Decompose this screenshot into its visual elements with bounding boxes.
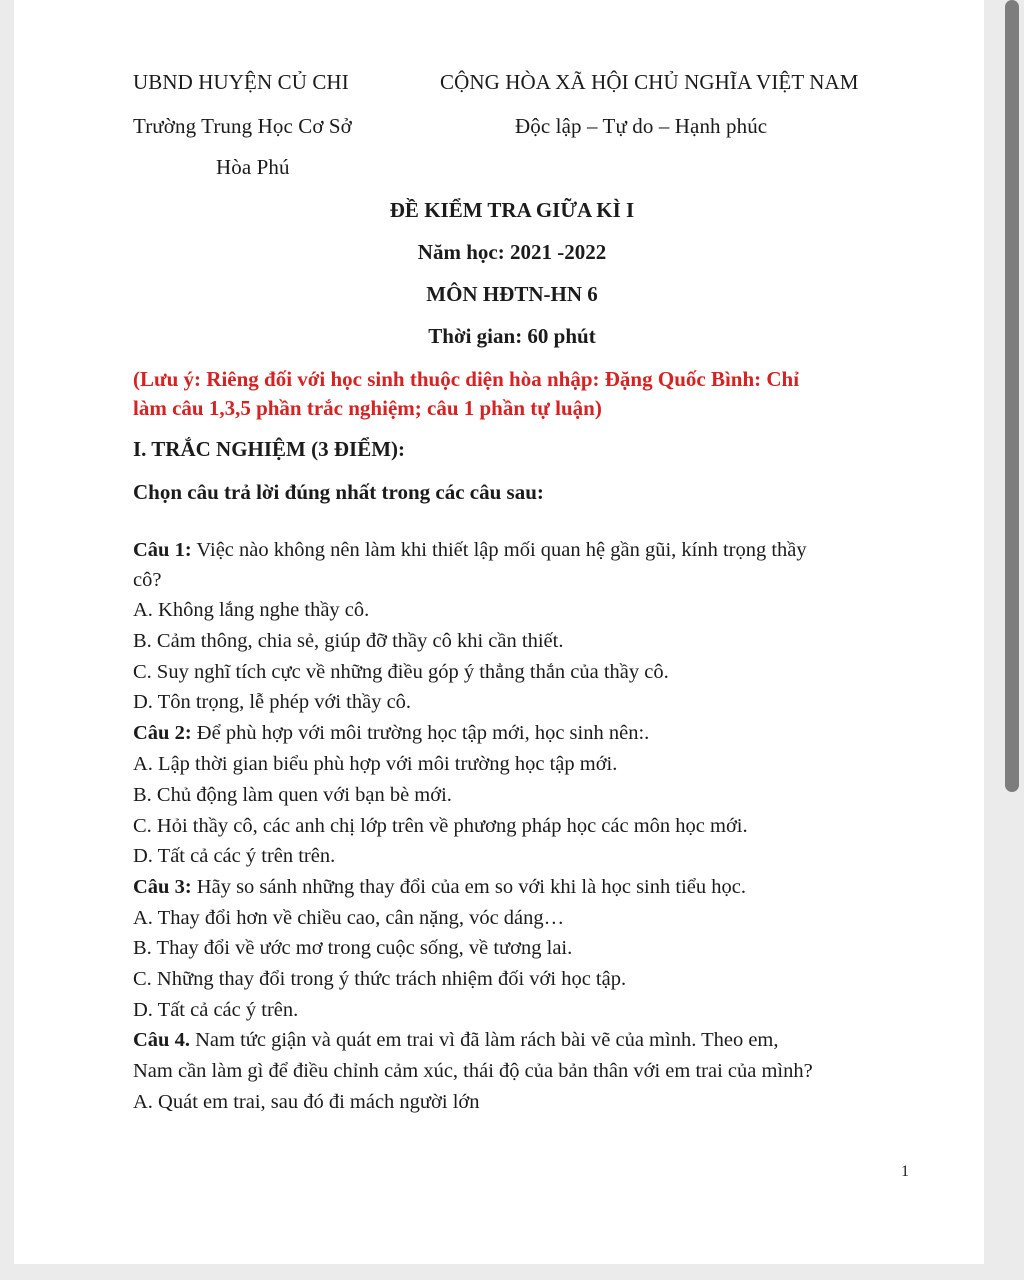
question-text: Việc nào không nên làm khi thiết lập mối quan hệ gần gũi, kính trọng thầy xyxy=(191,539,807,561)
q3-option-a: A. Thay đổi hơn về chiều cao, cân nặng, vóc dáng… xyxy=(133,907,565,929)
question-4 xyxy=(133,1030,778,1051)
section-instruction: Chọn câu trả lời đúng nhất trong các câu sau: xyxy=(133,480,544,504)
scrollbar-thumb[interactable] xyxy=(1005,0,1019,792)
question-label: Câu 2: xyxy=(133,722,192,744)
question-text: Để phù hợp với môi trường học tập mới, học sinh nên:. xyxy=(191,722,650,744)
school-year: Năm học: 2021 -2022 xyxy=(417,240,607,264)
school-name-cont: Hòa Phú xyxy=(216,155,290,179)
q2-option-c: C. Hỏi thầy cô, các anh chị lớp trên về phương pháp học các môn học mới. xyxy=(133,815,748,837)
q2-option-b: B. Chủ động làm quen với bạn bè mới. xyxy=(133,784,452,806)
subject-title: MÔN HĐTN-HN 6 xyxy=(426,282,598,306)
q2-option-d: D. Tất cả các ý trên trên. xyxy=(133,845,336,867)
q3-option-d: D. Tất cả các ý trên. xyxy=(133,999,299,1021)
question-text: Hãy so sánh những thay đổi của em so với khi là học sinh tiểu học. xyxy=(191,876,746,898)
exam-title: ĐỀ KIỂM TRA GIỮA KÌ I xyxy=(389,198,635,222)
country-name: CỘNG HÒA XÃ HỘI CHỦ NGHĨA VIỆT NAM xyxy=(440,70,859,94)
question-3 xyxy=(133,877,746,898)
q3-option-b: B. Thay đổi về ước mơ trong cuộc sống, về tương lai. xyxy=(133,937,573,959)
q1-option-d: D. Tôn trọng, lễ phép với thầy cô. xyxy=(133,691,412,713)
vertical-scrollbar[interactable] xyxy=(1000,0,1024,1280)
q4-option-a: A. Quát em trai, sau đó đi mách người lớn xyxy=(133,1091,480,1113)
section-heading: I. TRẮC NGHIỆM (3 ĐIỂM): xyxy=(133,437,406,461)
country-motto: Độc lập – Tự do – Hạnh phúc xyxy=(515,114,768,138)
school-name: Trường Trung Học Cơ Sở xyxy=(133,114,352,138)
q2-option-a: A. Lập thời gian biểu phù hợp với môi trường học tập mới. xyxy=(133,753,618,775)
question-1-cont: cô? xyxy=(133,569,162,591)
note-line-2: làm câu 1,3,5 phần trắc nghiệm; câu 1 phần tự luận) xyxy=(133,396,602,420)
q1-option-a: A. Không lắng nghe thầy cô. xyxy=(133,599,370,621)
district-name: UBND HUYỆN CỦ CHI xyxy=(133,70,349,94)
q3-option-c: C. Những thay đổi trong ý thức trách nhiệm đối với học tập. xyxy=(133,968,627,990)
q1-option-b: B. Cảm thông, chia sẻ, giúp đỡ thầy cô khi cần thiết. xyxy=(133,630,564,652)
note-line-1: (Lưu ý: Riêng đối với học sinh thuộc diện hòa nhập: Đặng Quốc Bình: Chỉ xyxy=(133,367,800,391)
question-2 xyxy=(133,723,649,744)
question-text: Nam tức giận và quát em trai vì đã làm rách bài vẽ của mình. Theo em, xyxy=(189,1029,779,1051)
exam-duration: Thời gian: 60 phút xyxy=(428,324,596,348)
q1-option-c: C. Suy nghĩ tích cực về những điều góp ý thẳng thắn của thầy cô. xyxy=(133,661,669,683)
question-4-cont: Nam cần làm gì để điều chỉnh cảm xúc, thái độ của bản thân với em trai của mình? xyxy=(133,1060,813,1082)
question-label: Câu 1: xyxy=(133,539,192,561)
question-label: Câu 3: xyxy=(133,876,192,898)
question-1 xyxy=(133,540,807,561)
question-label: Câu 4. xyxy=(133,1029,190,1051)
page-number: 1 xyxy=(901,1163,909,1180)
